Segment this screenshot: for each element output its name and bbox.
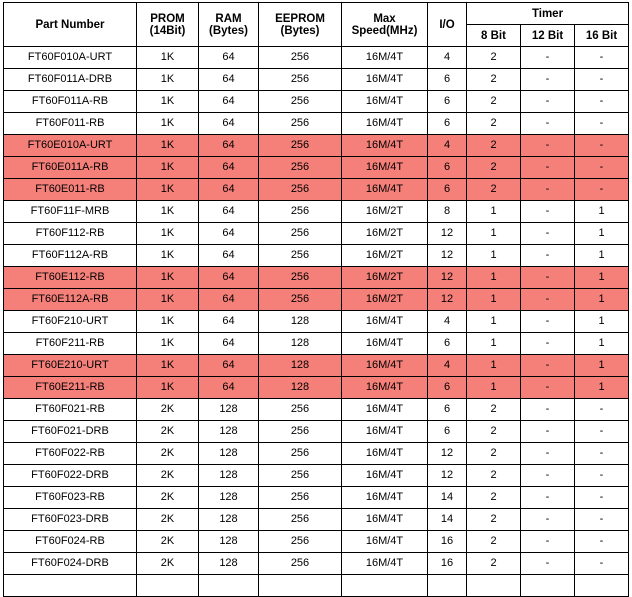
cell-ram: 128 [199,553,259,575]
cell-io [428,575,467,597]
cell-part-number: FT60F112-RB [4,223,137,245]
cell-prom: 1K [137,157,199,179]
cell-timer-16bit: - [575,399,629,421]
cell-eeprom: 256 [259,47,342,69]
cell-io: 6 [428,69,467,91]
cell-prom: 2K [137,399,199,421]
cell-io: 4 [428,311,467,333]
table-row [4,179,629,201]
cell-max-speed: 16M/4T [342,311,428,333]
cell-ram: 128 [199,509,259,531]
cell-eeprom [259,575,342,597]
table-row [4,245,629,267]
cell-max-speed: 16M/4T [342,47,428,69]
cell-timer-16bit: - [575,553,629,575]
cell-timer-8bit [467,575,521,597]
cell-eeprom: 128 [259,311,342,333]
table-body [4,47,629,597]
cell-timer-16bit: 1 [575,223,629,245]
cell-timer-8bit: 2 [467,531,521,553]
cell-io: 4 [428,355,467,377]
cell-timer-8bit: 1 [467,245,521,267]
cell-timer-8bit: 2 [467,465,521,487]
cell-timer-12bit: - [521,509,575,531]
cell-max-speed: 16M/2T [342,289,428,311]
cell-part-number: FT60F023-RB [4,487,137,509]
cell-prom: 1K [137,311,199,333]
cell-timer-16bit: 1 [575,201,629,223]
cell-timer-8bit: 1 [467,201,521,223]
cell-part-number: FT60F010A-URT [4,47,137,69]
cell-timer-8bit: 2 [467,487,521,509]
cell-timer-12bit: - [521,553,575,575]
table-row [4,157,629,179]
cell-part-number: FT60F023-DRB [4,509,137,531]
cell-timer-12bit: - [521,531,575,553]
cell-max-speed: 16M/4T [342,531,428,553]
cell-eeprom: 256 [259,223,342,245]
cell-timer-16bit: 1 [575,333,629,355]
cell-ram [199,575,259,597]
cell-max-speed: 16M/2T [342,201,428,223]
cell-max-speed: 16M/4T [342,157,428,179]
cell-timer-8bit: 2 [467,421,521,443]
cell-part-number: FT60E211-RB [4,377,137,399]
cell-part-number: FT60F021-DRB [4,421,137,443]
cell-timer-8bit: 2 [467,135,521,157]
cell-eeprom: 128 [259,377,342,399]
cell-part-number: FT60F210-URT [4,311,137,333]
column-header-ram: RAM (Bytes) [199,3,259,47]
cell-io: 4 [428,135,467,157]
cell-max-speed: 16M/2T [342,267,428,289]
table-row [4,575,629,597]
cell-io: 12 [428,443,467,465]
cell-max-speed: 16M/2T [342,223,428,245]
cell-timer-16bit: 1 [575,311,629,333]
cell-part-number: FT60F022-RB [4,443,137,465]
cell-timer-12bit: - [521,333,575,355]
cell-timer-16bit: 1 [575,355,629,377]
table-row [4,377,629,399]
cell-timer-16bit: - [575,465,629,487]
cell-ram: 64 [199,223,259,245]
cell-max-speed: 16M/4T [342,487,428,509]
cell-prom: 1K [137,91,199,113]
cell-max-speed: 16M/4T [342,355,428,377]
cell-timer-12bit: - [521,135,575,157]
cell-prom: 2K [137,487,199,509]
cell-part-number: FT60F022-DRB [4,465,137,487]
cell-ram: 64 [199,201,259,223]
cell-timer-16bit: - [575,113,629,135]
cell-ram: 64 [199,135,259,157]
cell-part-number: FT60F112A-RB [4,245,137,267]
cell-eeprom: 256 [259,179,342,201]
cell-timer-8bit: 2 [467,113,521,135]
cell-ram: 128 [199,531,259,553]
cell-ram: 64 [199,355,259,377]
cell-timer-12bit [521,575,575,597]
cell-prom: 1K [137,267,199,289]
cell-timer-16bit: - [575,47,629,69]
cell-max-speed: 16M/4T [342,333,428,355]
cell-part-number: FT60F024-RB [4,531,137,553]
column-header-prom: PROM (14Bit) [137,3,199,47]
column-header-max-speed: Max Speed(MHz) [342,3,428,47]
cell-timer-12bit: - [521,487,575,509]
cell-timer-12bit: - [521,443,575,465]
table-row [4,355,629,377]
cell-ram: 64 [199,91,259,113]
cell-max-speed: 16M/4T [342,509,428,531]
column-header-timer-12bit: 12 Bit [521,25,575,47]
cell-eeprom: 256 [259,509,342,531]
cell-part-number [4,575,137,597]
cell-eeprom: 256 [259,201,342,223]
cell-timer-12bit: - [521,223,575,245]
cell-io: 4 [428,47,467,69]
cell-part-number: FT60E011A-RB [4,157,137,179]
column-header-timer-group: Timer [467,3,629,25]
cell-max-speed: 16M/4T [342,179,428,201]
table-row [4,487,629,509]
cell-prom: 2K [137,509,199,531]
table-row [4,135,629,157]
cell-timer-8bit: 1 [467,333,521,355]
table-row [4,311,629,333]
part-number-spec-table [3,2,629,597]
cell-io: 14 [428,509,467,531]
cell-eeprom: 256 [259,289,342,311]
cell-timer-16bit: - [575,69,629,91]
cell-eeprom: 256 [259,91,342,113]
cell-io: 6 [428,399,467,421]
cell-timer-12bit: - [521,399,575,421]
cell-timer-8bit: 2 [467,91,521,113]
cell-eeprom: 256 [259,157,342,179]
cell-io: 12 [428,267,467,289]
cell-timer-8bit: 2 [467,179,521,201]
cell-ram: 64 [199,113,259,135]
cell-timer-12bit: - [521,421,575,443]
cell-prom: 2K [137,531,199,553]
cell-ram: 64 [199,333,259,355]
cell-max-speed: 16M/4T [342,377,428,399]
cell-prom: 2K [137,443,199,465]
cell-ram: 128 [199,465,259,487]
cell-timer-12bit: - [521,311,575,333]
table-row [4,421,629,443]
cell-part-number: FT60F011-RB [4,113,137,135]
cell-eeprom: 256 [259,487,342,509]
cell-timer-16bit: 1 [575,245,629,267]
cell-prom: 2K [137,465,199,487]
cell-io: 16 [428,531,467,553]
cell-timer-8bit: 2 [467,47,521,69]
cell-ram: 64 [199,289,259,311]
cell-prom: 1K [137,223,199,245]
cell-io: 6 [428,421,467,443]
cell-timer-12bit: - [521,179,575,201]
cell-io: 6 [428,91,467,113]
cell-ram: 64 [199,179,259,201]
table-row [4,333,629,355]
cell-io: 8 [428,201,467,223]
cell-part-number: FT60F211-RB [4,333,137,355]
cell-max-speed: 16M/4T [342,113,428,135]
column-header-io: I/O [428,3,467,47]
cell-ram: 64 [199,69,259,91]
cell-eeprom: 256 [259,465,342,487]
cell-io: 6 [428,157,467,179]
cell-prom: 1K [137,47,199,69]
table-row [4,443,629,465]
cell-part-number: FT60E010A-URT [4,135,137,157]
cell-ram: 64 [199,311,259,333]
cell-timer-16bit [575,575,629,597]
table-row [4,113,629,135]
cell-timer-12bit: - [521,113,575,135]
cell-timer-8bit: 1 [467,267,521,289]
cell-prom: 2K [137,553,199,575]
cell-timer-12bit: - [521,465,575,487]
cell-timer-16bit: - [575,179,629,201]
cell-io: 6 [428,377,467,399]
cell-timer-8bit: 2 [467,443,521,465]
cell-ram: 64 [199,47,259,69]
cell-max-speed: 16M/4T [342,465,428,487]
cell-timer-16bit: - [575,157,629,179]
table-row [4,91,629,113]
cell-prom: 1K [137,289,199,311]
cell-timer-12bit: - [521,355,575,377]
cell-timer-16bit: 1 [575,267,629,289]
cell-eeprom: 256 [259,245,342,267]
table-row [4,465,629,487]
cell-part-number: FT60F11F-MRB [4,201,137,223]
cell-max-speed: 16M/4T [342,135,428,157]
cell-timer-12bit: - [521,267,575,289]
cell-io: 12 [428,289,467,311]
cell-timer-16bit: - [575,531,629,553]
cell-eeprom: 256 [259,553,342,575]
cell-timer-12bit: - [521,47,575,69]
cell-ram: 128 [199,443,259,465]
cell-timer-12bit: - [521,201,575,223]
cell-timer-8bit: 1 [467,223,521,245]
cell-part-number: FT60F021-RB [4,399,137,421]
cell-part-number: FT60E112-RB [4,267,137,289]
column-header-timer-8bit: 8 Bit [467,25,521,47]
table-row [4,531,629,553]
cell-prom: 1K [137,355,199,377]
table-row [4,267,629,289]
cell-max-speed [342,575,428,597]
cell-part-number: FT60F011A-RB [4,91,137,113]
cell-part-number: FT60F024-DRB [4,553,137,575]
cell-eeprom: 128 [259,333,342,355]
cell-timer-16bit: 1 [575,289,629,311]
cell-timer-8bit: 1 [467,377,521,399]
cell-timer-8bit: 2 [467,553,521,575]
cell-timer-8bit: 2 [467,69,521,91]
cell-prom: 1K [137,333,199,355]
cell-prom: 2K [137,421,199,443]
column-header-timer-16bit: 16 Bit [575,25,629,47]
cell-prom: 1K [137,113,199,135]
cell-io: 14 [428,487,467,509]
table-row [4,509,629,531]
cell-part-number: FT60E112A-RB [4,289,137,311]
cell-timer-8bit: 1 [467,311,521,333]
column-header-eeprom: EEPROM (Bytes) [259,3,342,47]
column-header-part-number: Part Number [4,3,137,47]
cell-timer-16bit: 1 [575,377,629,399]
cell-eeprom: 256 [259,135,342,157]
cell-timer-8bit: 2 [467,509,521,531]
cell-max-speed: 16M/2T [342,245,428,267]
cell-prom: 1K [137,201,199,223]
cell-timer-12bit: - [521,289,575,311]
header-row-top [4,3,629,25]
cell-ram: 64 [199,377,259,399]
cell-timer-8bit: 2 [467,399,521,421]
cell-io: 16 [428,553,467,575]
cell-max-speed: 16M/4T [342,443,428,465]
cell-ram: 64 [199,157,259,179]
cell-io: 12 [428,245,467,267]
cell-eeprom: 128 [259,355,342,377]
cell-timer-16bit: - [575,421,629,443]
cell-io: 12 [428,465,467,487]
cell-prom: 1K [137,245,199,267]
table-row [4,69,629,91]
cell-part-number: FT60E011-RB [4,179,137,201]
cell-eeprom: 256 [259,69,342,91]
cell-timer-16bit: - [575,135,629,157]
cell-prom: 1K [137,69,199,91]
cell-io: 6 [428,333,467,355]
table-row [4,201,629,223]
table-row [4,553,629,575]
cell-timer-16bit: - [575,509,629,531]
cell-prom: 1K [137,377,199,399]
cell-eeprom: 256 [259,113,342,135]
table-row [4,289,629,311]
cell-max-speed: 16M/4T [342,69,428,91]
cell-timer-8bit: 1 [467,289,521,311]
table-row [4,399,629,421]
cell-ram: 128 [199,399,259,421]
cell-timer-8bit: 1 [467,355,521,377]
table-header [4,3,629,47]
cell-timer-12bit: - [521,69,575,91]
cell-eeprom: 256 [259,421,342,443]
cell-max-speed: 16M/4T [342,91,428,113]
cell-ram: 128 [199,421,259,443]
cell-timer-16bit: - [575,91,629,113]
cell-timer-12bit: - [521,245,575,267]
cell-max-speed: 16M/4T [342,399,428,421]
cell-max-speed: 16M/4T [342,553,428,575]
cell-prom: 1K [137,179,199,201]
cell-timer-8bit: 2 [467,157,521,179]
cell-part-number: FT60F011A-DRB [4,69,137,91]
cell-timer-12bit: - [521,377,575,399]
cell-timer-12bit: - [521,157,575,179]
cell-timer-12bit: - [521,91,575,113]
cell-io: 6 [428,179,467,201]
cell-eeprom: 256 [259,267,342,289]
cell-ram: 128 [199,487,259,509]
cell-part-number: FT60E210-URT [4,355,137,377]
table-row [4,47,629,69]
cell-max-speed: 16M/4T [342,421,428,443]
cell-timer-16bit: - [575,443,629,465]
cell-timer-16bit: - [575,487,629,509]
cell-ram: 64 [199,267,259,289]
cell-prom: 1K [137,135,199,157]
cell-io: 12 [428,223,467,245]
cell-ram: 64 [199,245,259,267]
table-row [4,223,629,245]
cell-eeprom: 256 [259,399,342,421]
cell-eeprom: 256 [259,531,342,553]
cell-eeprom: 256 [259,443,342,465]
cell-io: 6 [428,113,467,135]
cell-prom [137,575,199,597]
